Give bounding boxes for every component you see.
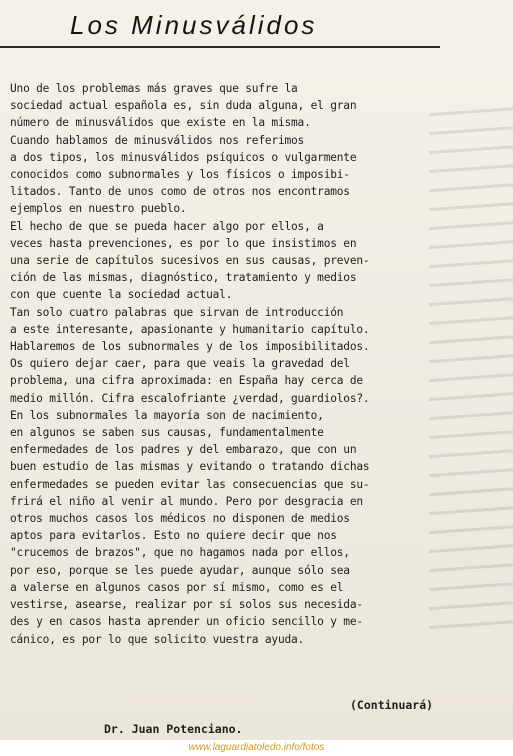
article-body: [10, 80, 455, 648]
text-line: buen estudio de las mismas y evitando o tratando dichas: [10, 460, 370, 474]
text-line: sociedad actual española es, sin duda alguna, el gran: [10, 99, 357, 113]
text-line: aptos para evitarlos. Esto no quiere decir que nos: [10, 529, 337, 543]
author-signature: Dr. Juan Potenciano.: [104, 722, 243, 736]
text-line: por eso, porque se les puede ayudar, aunque sólo sea: [10, 563, 350, 577]
text-line: En los subnormales la mayoría son de nacimiento,: [10, 408, 324, 422]
text-line: frirá el niño al venir al mundo. Pero por desgracia en: [10, 494, 363, 508]
text-line: veces hasta prevenciones, es por lo que insistimos en: [10, 236, 357, 250]
text-line: enfermedades se pueden evitar las consecuencias que su-: [10, 477, 370, 491]
text-line: a valerse en algunos casos por sí mismo, como es el: [10, 580, 344, 594]
text-line: vestirse, asearse, realizar por sí solos sus necesida-: [10, 598, 363, 612]
text-line: El hecho de que se pueda hacer algo por ellos, a: [10, 219, 324, 233]
text-line: des y en casos hasta aprender un oficio sencillo y me-: [10, 615, 363, 629]
source-watermark: www.laguardiatoledo.info/fotos: [0, 740, 513, 756]
text-line: enfermedades de los padres y del embarazo, que con un: [10, 443, 357, 457]
text-line: Os quiero dejar caer, para que veais la gravedad del: [10, 357, 350, 371]
text-line: Cuando hablamos de minusválidos nos referimos: [10, 133, 305, 147]
text-line: ción de las mismas, diagnóstico, tratamiento y medios: [10, 271, 357, 285]
text-line: medio millón. Cifra escalofriante ¿verdad, guardiolos?.: [10, 391, 370, 405]
text-line: "crucemos de brazos", que no hagamos nada por ellos,: [10, 546, 350, 560]
text-line: una serie de capítulos sucesivos en sus causas, preven-: [10, 254, 370, 268]
text-line: problema, una cifra aproximada: en España hay cerca de: [10, 374, 363, 388]
text-line: Hablaremos de los subnormales y de los imposibilitados.: [10, 340, 370, 354]
text-line: otros muchos casos los médicos no disponen de medios: [10, 512, 350, 526]
page-title: Los Minusválidos: [70, 10, 318, 40]
text-line: cánico, es por lo que solicito vuestra ayuda.: [10, 632, 305, 646]
text-line: Tan solo cuatro palabras que sirvan de introducción: [10, 305, 344, 319]
continued-note: (Continuará): [350, 698, 434, 712]
text-line: número de minusválidos que existe en la misma.: [10, 116, 311, 130]
text-line: a este interesante, apasionante y humanitario capítulo.: [10, 322, 370, 336]
text-line: a dos tipos, los minusválidos psíquicos o vulgarmente: [10, 150, 357, 164]
title-underline: [0, 46, 440, 48]
text-line: en algunos se saben sus causas, fundamentalmente: [10, 426, 324, 440]
text-line: con que cuente la sociedad actual.: [10, 288, 233, 302]
text-line: Uno de los problemas más graves que sufre la: [10, 82, 298, 95]
text-line: ejemplos en nuestro pueblo.: [10, 202, 187, 216]
text-line: conocidos como subnormales y los físicos o imposibi-: [10, 168, 350, 182]
text-line: litados. Tanto de unos como de otros nos encontramos: [10, 185, 350, 199]
